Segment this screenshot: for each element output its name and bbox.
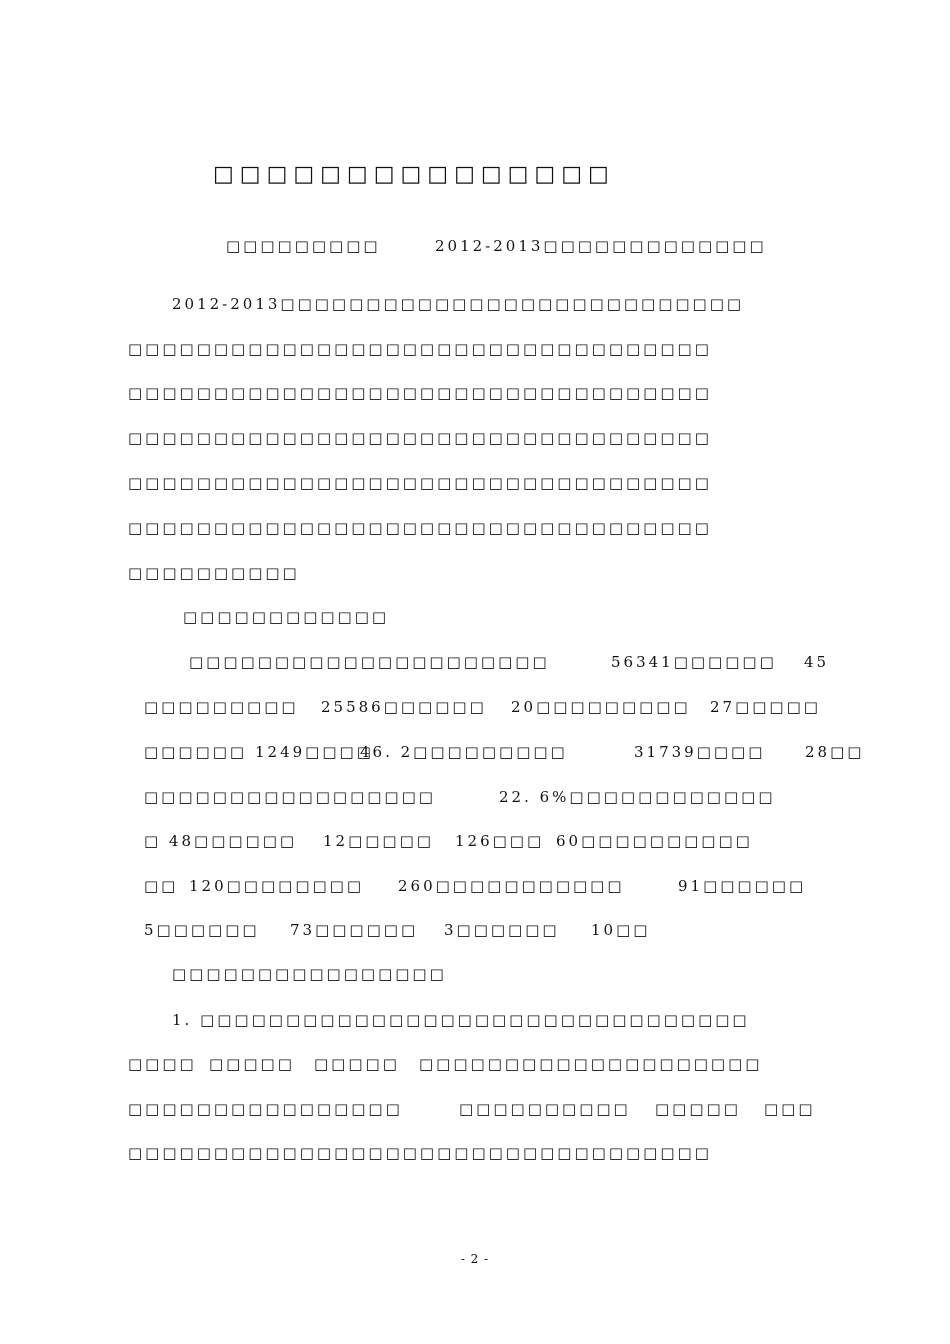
stats-value: 20□□□□□□□□□: [511, 698, 691, 716]
stats-text: □□□□□□: [144, 743, 248, 761]
body-line: □□□□□: [209, 1055, 295, 1073]
subtitle-author: □□□□□□□□□: [226, 237, 381, 255]
body-line: □□□□□□□□□□□□□□□□□□□□: [419, 1055, 763, 1073]
body-line: □□□□□□□□□□: [459, 1100, 631, 1118]
body-line: □□□□□□□□□□□□□□□□□□□□□□□□□□□□□□□□□□: [128, 340, 712, 358]
stats-value: 260□□□□□□□□□□□: [398, 877, 625, 895]
body-line: □□□□□: [655, 1100, 741, 1118]
stats-value: 91□□□□□□: [678, 877, 807, 895]
body-line: □□□□□□□□□□□□□□□□□□□□□□□□□□□□□□□□□□: [128, 384, 712, 402]
stats-text: □ 48□□□□□□: [144, 832, 298, 850]
stats-value: 12□□□□□: [323, 832, 434, 850]
stats-value: 22. 6%□□□□□□□□□□□□: [499, 788, 776, 806]
body-line: □□□□□□□□□□: [128, 564, 300, 582]
list-item: 1. □□□□□□□□□□□□□□□□□□□□□□□□□□□□□□□□: [172, 1011, 750, 1029]
stats-text: □□: [144, 877, 179, 895]
body-line: □□□□□□□□□□□□□□□□: [128, 1100, 403, 1118]
section-heading: □□□□□□□□□□□□: [183, 608, 390, 626]
stats-value: 31739□□□□: [634, 743, 766, 761]
subtitle-period: 2012-2013□□□□□□□□□□□□□: [435, 237, 767, 255]
stats-value: 27□□□□□: [710, 698, 821, 716]
document-title: □□□□□□□□□□□□□□□: [213, 162, 615, 187]
body-line: 2012-2013□□□□□□□□□□□□□□□□□□□□□□□□□□□: [172, 295, 745, 313]
body-line: □□□□□□□□□□□□□□□□□□□□□□□□□□□□□□□□□□: [128, 1144, 712, 1162]
stats-value: 120□□□□□□□□: [189, 877, 365, 895]
stats-text: □□□□□□□□□□□□□□□□□: [144, 788, 436, 806]
stats-value: 10□□: [591, 921, 651, 939]
stats-value: 25586□□□□□□: [321, 698, 487, 716]
body-line: □□□□□□□□□□□□□□□□□□□□□□□□□□□□□□□□□□: [128, 519, 712, 537]
section-heading: □□□□□□□□□□□□□□□□: [172, 965, 447, 983]
stats-value: 60□□□□□□□□□□: [556, 832, 753, 850]
stats-value: 3□□□□□□: [444, 921, 560, 939]
body-line: □□□□□□□□□□□□□□□□□□□□□□□□□□□□□□□□□□: [128, 429, 712, 447]
stats-value: 126□□□: [455, 832, 545, 850]
stats-value: 1249□□□□: [255, 743, 374, 761]
stats-value: 46. 2□□□□□□□□□: [360, 743, 568, 761]
stats-value: 73□□□□□□: [290, 921, 419, 939]
stats-value: 28□□: [805, 743, 865, 761]
body-line: □□□□□□□□□□□□□□□□□□□□□□□□□□□□□□□□□□: [128, 474, 712, 492]
stats-text: □□□□□□□□□: [144, 698, 299, 716]
page-number: - 2 -: [460, 1252, 490, 1266]
stats-value: 56341□□□□□□: [611, 653, 777, 671]
stats-value: 5□□□□□□: [144, 921, 260, 939]
body-line: □□□□□: [314, 1055, 400, 1073]
stats-value: 45: [804, 653, 830, 671]
body-line: □□□: [764, 1100, 816, 1118]
body-line: □□□□: [128, 1055, 197, 1073]
stats-text: □□□□□□□□□□□□□□□□□□□□□: [189, 653, 550, 671]
